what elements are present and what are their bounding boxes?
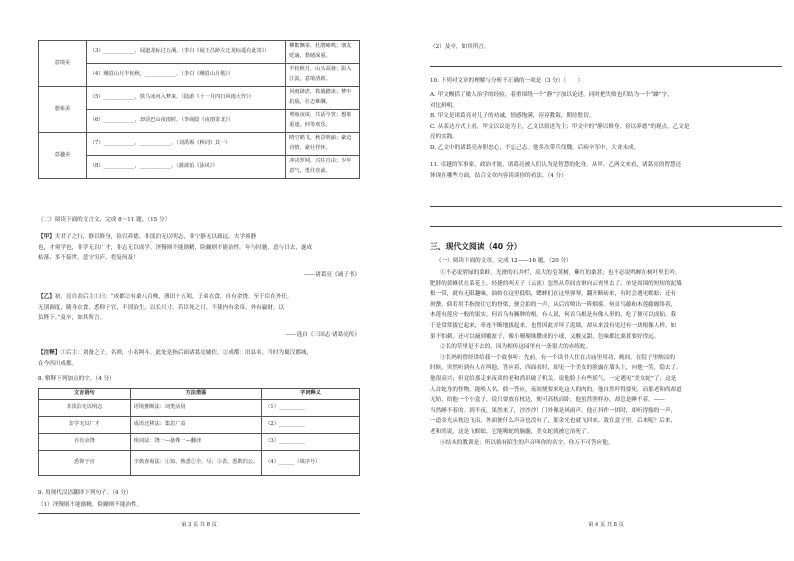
poem-answer: 风雨肆虐，铁骑踏冰；梦中抗敌，壮志难酬。 [286,87,360,110]
q8-method: 字典查询法：①知，熟悉②全，尽；③表，悉数归公。 [130,450,262,475]
poem-answer: 半轮秋月，山头高悬；影入江流，意境清新。 [286,64,360,87]
note-line: 在今四川成都。 [38,360,78,367]
poem-row [39,64,360,87]
passage-a [38,232,360,280]
q8-method: 组词法：饶一—悬殊一—翻译 [130,433,262,450]
q8-sentence: 非学无以广才 [39,416,131,433]
question-9-2: （2）及卒，如其所言。 [430,44,490,50]
answer-line [430,226,782,227]
poem-answer: 柳絮飘零，杜鹃啼鸣；朋友贬谪，愁绪深重。 [286,41,360,64]
passage-a-label: 【甲】 [38,234,55,240]
passage-line: ④结末的教训是：所以倘有陌生的声音叫你的名字，你万不可答应他。 [440,439,614,446]
answer-line [430,66,782,67]
option-line: 对比鲜明。 [430,102,458,109]
page-footer: 第 4 页 共 8 页 [588,522,624,528]
passage-line: 斑蝥，倘若用手指按住它的脊梁，便会拍的一声，从后窍喷出一阵烟雾。何首乌藤和木莲藤缠络着， [430,301,677,308]
q8-header: 方法借鉴 [130,389,262,400]
option-line: C. 从表达方式上看，甲文以议论为主，乙文以叙述为主；甲文中的“静以修身，俭以养德”的观点，乙文是 [430,123,690,130]
poem-answer: 冲决罗网，兴往自由；少年意气，勇往直前。 [286,156,360,179]
passage-line: 肥胖的黄蜂伏在菜花上，轻捷的叫天子（云雀）忽然从草间直窜向云霄里去了。单是周围的短短的泥墙 [430,280,682,287]
source-b: ——选自《三国志·诸葛亮传》 [285,331,360,338]
poem-row [39,110,360,133]
answer-line [430,206,782,207]
q8-sentence: 非淡泊无以明志 [39,399,131,416]
passage-line: 人首蛇身的怪物，能唤人名，倘一答应，夜间便要来吃这人的肉的。他自然吓得要死，而那老和尚却道 [430,386,682,393]
passage-line: 无妨，给他一个小盒子，说只要放在枕边，便可高枕而卧。他虽然照样办，却总是睡不着，—— [430,397,665,404]
poem-answer: 剪烛夜谈，共话今宵；想象重逢，何等欢乐。 [286,110,360,133]
passage-line: 根一带，就有无限趣味。油蛉在这里低唱，蟋蟀们在这里弹琴。翻开断砖来，有时会遇见蜈蚣；还有 [430,291,677,298]
q8-row [39,399,360,416]
q8-method: 语境推断法：词类活用 [130,399,262,416]
question-11: 11. 卓越的军事家，政治才能，诸葛亮被人们认为是智慧的化身。从甲、乙两文来看，诸葛亮的智慧还 体现在哪些方面，结合文章内容谈谈你的看法。（4 分） [430,162,682,179]
q8-table [38,388,360,476]
passage-b-line: 负陛下。”及卒，如其所言。 [38,315,106,322]
answer-line [38,513,360,514]
q10-options [430,90,782,154]
q8-answer[interactable]: （1）__________ [262,399,360,416]
reading-intro: （二）阅读下面的文言文，完成 8～11 题。（15 分） [38,217,171,223]
passage-b-line: 无别调度，随身衣食，悉仰于官，不别治生，以长尺寸。若臣死之日，不使内有余帛，外有赢财，以 [38,304,285,311]
question-9: 9. 用现代汉语翻译下列句子。（4 分） [38,490,132,496]
poem-line[interactable]: （7）____________，____________。（刘禹锡《秋词》其一） [86,133,285,156]
right-page [430,0,782,561]
passage-a-line: 也，才须学也，非学无以广才，非志无以成学。淫慢则不能励精，险躁则不能治性。年与时驰，意与日去，遂成 [38,244,313,251]
poem-row [39,87,360,110]
passage-b-line: 【乙】初，亮自表后主①曰：“成都②有桑八百株，薄田十五顷，子弟衣食，自有余饶。至于臣在外任， [38,294,293,300]
poem-row [39,156,360,179]
source-a: ——诸葛亮《诫子书》 [304,271,360,278]
q8-row [39,433,360,450]
poem-line[interactable]: （4）峨眉山月半轮秋，____________。（李白《峨眉山月歌》） [86,64,285,87]
passage-b-label: 【乙】 [38,294,55,300]
q8-header: 文言语句 [39,389,131,400]
option-line: 亮的实践。 [430,134,458,141]
option-line: A. 甲文概括了做人治学的经验，着重围绕一个“静”字加以论述，同时把失败也归结为一个“躁”字， [430,92,673,98]
poem-row [39,133,360,156]
question-9-1: （1）淫慢则不能励精，险躁则不能治性。 [38,502,143,508]
poem-line[interactable]: （5）____________，铁马冰河入梦来。（陆游《十一月四日风雨大作》） [86,87,285,110]
passage-line: 一道金光从枕边飞出，外面便什么声音也没有了，那金光也就飞回来，敛在盒子里。后来呢？后来， [430,418,677,425]
option-line: B. 甲文是诸葛亮对儿子的劝诫，情感饱满，谆谆教诲，期待殷切。 [430,113,595,120]
q8-answer[interactable]: （4）______（填序号） [262,450,360,475]
left-page [38,0,360,561]
poem-row [39,41,360,64]
passage-line: ③长妈妈曾经讲给我一个故事听：先前，有一个读书人住在古庙里用功，晚间，在院子里纳凉的 [440,354,675,361]
passage-line: 他很高兴；但竟给那走来夜谈的老和尚识破了机关。说他脸上有些妖气，一定遇见“美女蛇”了；这是 [430,375,677,382]
passage-line: ②长的草里是不去的，因为相传这园里有一条很大的赤练蛇。 [440,344,592,351]
passage-a-line: 【甲】夫君子之行，静以修身，俭以养德。非淡泊无以明志，非宁静无以致远。夫学须静 [38,234,257,240]
q8-sentence: 自有余饶 [39,433,131,450]
passage-line: 果不怕刺，还可以摘到覆盆子，像小珊瑚珠攒成的小球，又酸又甜，色味都比桑葚要好得远。 [430,333,660,340]
poem-category: 想象美 [39,87,87,133]
passage-line: 时候，突然听到有人在叫他。答应着，四面看时，却见一个美女的脸露在墙头上，向他一笑，隐去了。 [430,365,682,372]
poem-category: 意境美 [39,41,87,87]
passage-line: 老和尚说，这是飞蜈蚣，它能吸蛇的脑髓，美女蛇就被它治死了。 [430,428,593,435]
q8-row [39,450,360,475]
option-line: D. 乙文中的诸葛亮赤胆忠心，不忘己志。他多次带兵伐魏，后病卒军中，大业未成。 [430,144,640,151]
q8-sentence: 悉仰于官 [39,450,131,475]
poem-appreciation-table [38,40,360,179]
poem-answer: 晴空鹤飞，秋景明丽；豪迈诗情，豪壮抒怀。 [286,133,360,156]
poem-line[interactable]: （6）____________，却话巴山夜雨时。（李商隐《夜雨寄北》） [86,110,285,133]
poem-category: 意趣美 [39,133,87,179]
q8-answer[interactable]: （3）__________ [262,433,360,450]
q8-header: 字词释义 [262,389,360,400]
q8-row [39,416,360,433]
page-footer: 第 3 页 共 8 页 [181,522,217,528]
passage-line: 当然睡不着的。到半夜，果然来了，沙沙沙！门外像是风雨声。他正抖作一团时，却听得豁的一声， [430,407,677,414]
q8-method: 成语迁移法：集思广益 [130,416,262,433]
section-title: 三、现代文阅读（40 分） [430,242,522,251]
question-10: 10. 下列对文章的理解与分析不正确的一项是（3 分）（ ） [430,78,584,84]
question-8: 8. 解释下列加点的字。（4 分） [38,376,115,382]
modern-passage [430,268,782,448]
note-line: 【注释】①后主：刘备之子，名禅，小名阿斗。此处是指后面诸葛亮辅佐。②成都：旧县名。当时为蜀汉都城， [38,350,313,356]
notes [38,348,360,369]
passage-line: 木莲有莲房一般的果实，何首乌有臃肿的根。有人说，何首乌根是有像人形的，吃了便可以成仙，我 [430,312,677,319]
passage-a-line: 枯落，多不接世，悲守穷庐，将复何及！ [38,255,139,262]
passage-line: 于是常常拔它起来，牵连不断地拔起来，也曾因此弄坏了泥墙，却从来没有见过有一块根像人样。如 [430,322,677,329]
poem-line[interactable]: （8）____________，____________。（蒲歆伯《泳风》） [86,156,285,179]
passage-line: ①不必说碧绿的菜畦，光滑的石井栏，高大的皂荚树，紫红的桑葚；也不必说鸣蝉在树叶里长吟， [440,270,681,276]
modern-intro: （一）阅读下面的文章，完成 12——16 题。（20 分） [436,258,572,264]
poem-line[interactable]: （3）____________，闻道龙标过五溪。（李白《闻王昌龄左迁龙标遥有此寄》） [86,41,285,64]
passage-b [38,292,360,340]
q8-answer[interactable]: （2）__________ [262,416,360,433]
